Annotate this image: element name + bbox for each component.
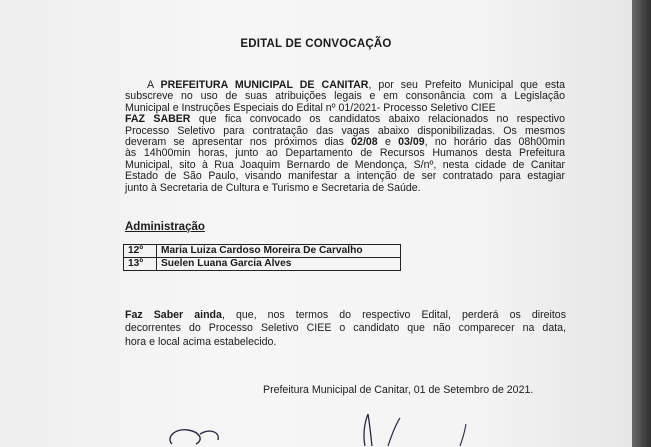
- table-row: [124, 245, 401, 258]
- text-fragment: deveram se apresentar nos próximos dias: [125, 136, 352, 149]
- paragraph-line: decorrentes do Processo Seletivo CIEE o candidato que não comparecer na data,: [125, 322, 566, 335]
- section-heading: Administração: [125, 221, 205, 233]
- handwritten-signature: [160, 410, 490, 447]
- date-1: 02/08: [351, 136, 378, 149]
- text-fragment: , que, nos termos do respectivo Edital, perderá os direitos: [221, 309, 566, 321]
- text-fragment: , por seu Prefeito Municipal que esta: [368, 79, 565, 91]
- paragraph-line: Municipal, sito à Rua Joaquim Bernardo de Mendonça, S/nº, nesta cidade de Canitar: [125, 158, 565, 171]
- convocation-paragraph: [125, 80, 565, 194]
- text-fragment: e: [377, 136, 399, 149]
- candidate-position: 12º: [124, 245, 157, 258]
- candidate-name: Maria Luiza Cardoso Moreira De Carvalho: [157, 245, 401, 258]
- paragraph-line: às 14h00min horas, junto ao Departamento de Recursos Humanos desta Prefeitura: [125, 147, 565, 160]
- paragraph-line: [125, 309, 566, 322]
- paragraph-line: junto à Secretaria de Cultura e Turismo e Secretaria de Saúde.: [125, 181, 421, 194]
- table-row: [124, 258, 401, 271]
- candidates-table: [123, 244, 401, 271]
- text-fragment: que fica convocado os candidatos abaixo relacionados no respectivo: [190, 113, 565, 126]
- prefeitura-name: PREFEITURA MUNICIPAL DE CANITAR: [160, 79, 369, 91]
- paragraph-line: Municipal e Instruções Especiais do Edital nº 01/2021- Processo Seletivo CIEE: [125, 101, 496, 114]
- faz-saber-ainda-label: Faz Saber ainda: [125, 309, 222, 321]
- date-2: 03/09: [398, 136, 425, 149]
- paragraph-line: subscreve no uso de suas atribuições legais e em consonância com a Legislação: [125, 90, 565, 103]
- document-title: EDITAL DE CONVOCAÇÃO: [240, 38, 392, 50]
- text-fragment: A: [147, 79, 161, 91]
- candidate-position: 13º: [124, 258, 157, 271]
- paragraph-line: Processo Seletivo para contratação das vagas abaixo disponibilizadas. Os mesmos: [125, 124, 565, 137]
- page-edge-shadow: [632, 0, 651, 447]
- signature-date-line: Prefeitura Municipal de Canitar, 01 de Setembro de 2021.: [263, 384, 534, 396]
- paragraph-line: [125, 114, 565, 125]
- text-fragment: , no horário das 08h00min: [424, 136, 566, 149]
- paragraph-line: hora e local acima estabelecido.: [125, 335, 277, 348]
- candidate-name: Suelen Luana Garcia Alves: [157, 258, 401, 271]
- paragraph-line: Estado de São Paulo, visando manifestar a intenção de ser contratado para estagiar: [125, 170, 565, 183]
- faz-saber-label: FAZ SABER: [125, 113, 191, 126]
- notice-paragraph: [125, 309, 566, 349]
